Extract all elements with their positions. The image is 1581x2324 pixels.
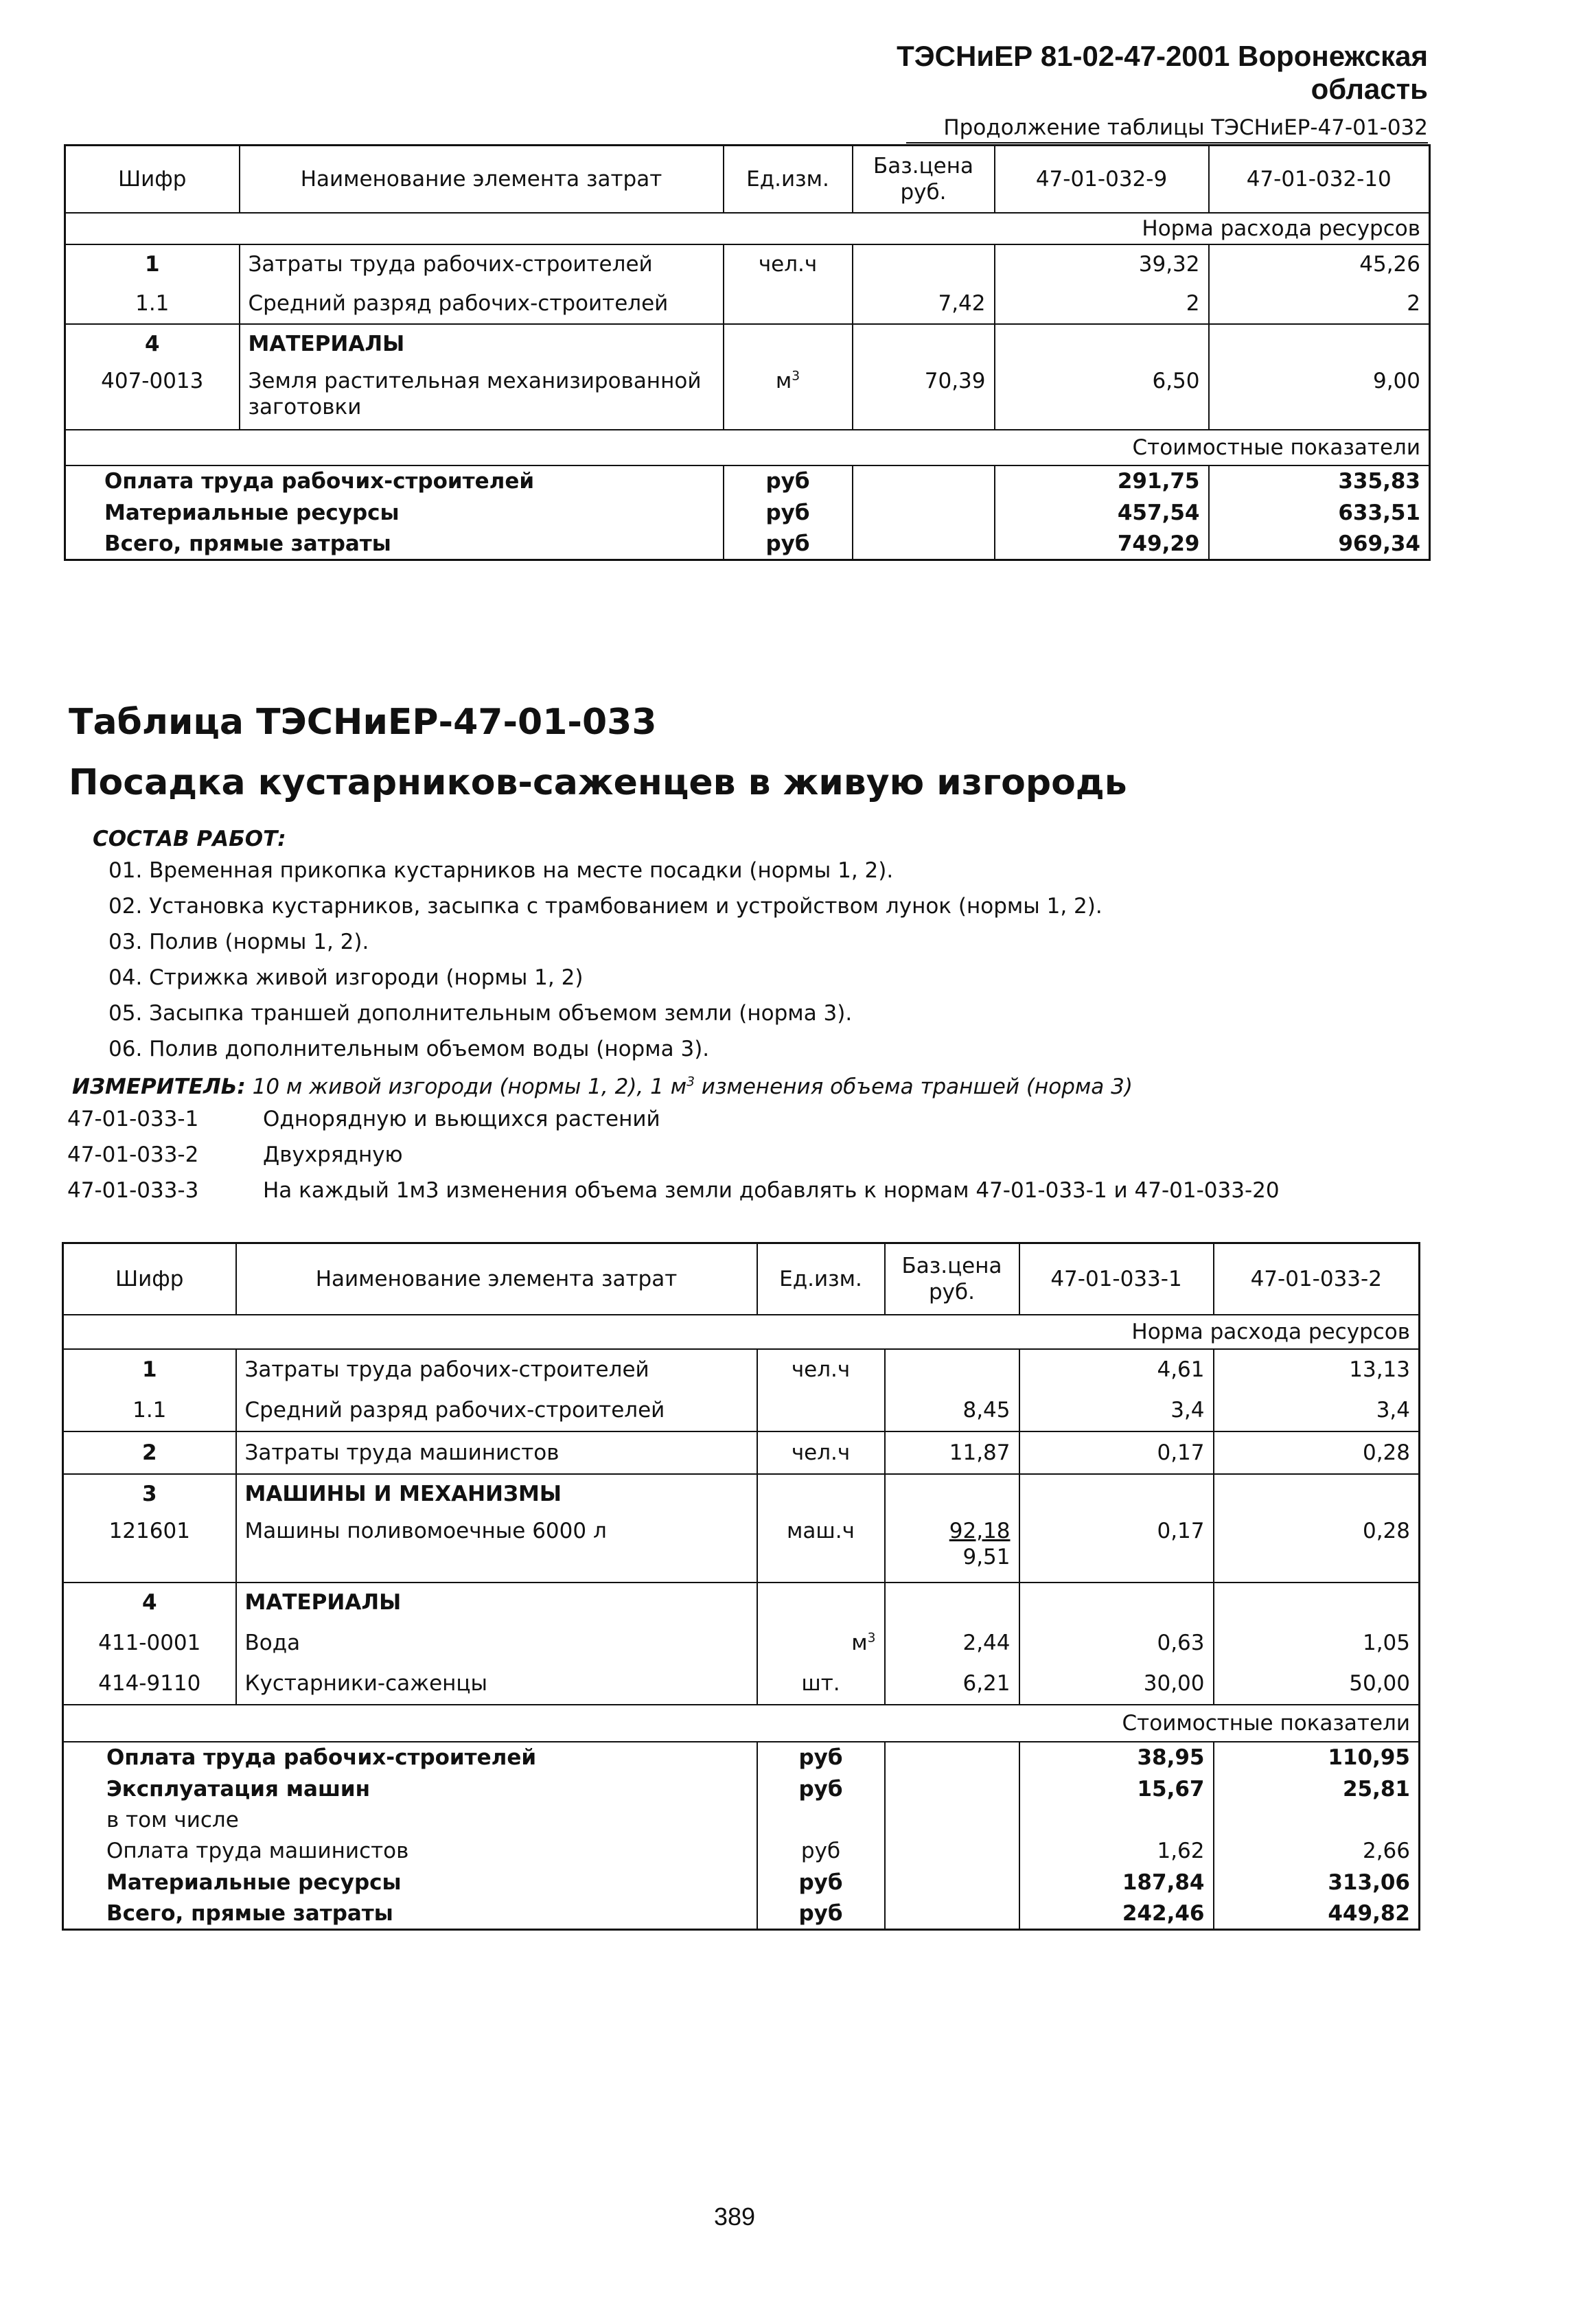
row-name: Машины поливомоечные 6000 л [236, 1514, 757, 1583]
work-item: 06. Полив дополнительным объемом воды (норма 3). [108, 1037, 710, 1061]
norm-caption: Норма расхода ресурсов [1142, 216, 1420, 241]
table-row [63, 1390, 1420, 1431]
cost-value-2: 969,34 [1209, 529, 1430, 560]
work-item: 05. Засыпка траншей дополнительным объемом земли (норма 3). [108, 1001, 853, 1026]
cost-value-1: 187,84 [1019, 1867, 1214, 1898]
row-value-1: 39,32 [995, 244, 1209, 284]
row-name: МАТЕРИАЛЫ [236, 1583, 757, 1622]
table-header-row [65, 146, 1430, 213]
row-code: 2 [141, 1440, 157, 1465]
cost-value-1: 291,75 [995, 465, 1209, 497]
cost-unit: руб [757, 1867, 885, 1898]
row-price: 92,18 9,51 [885, 1514, 1019, 1583]
header-unit: Ед.изм. [757, 1243, 885, 1315]
row-value-1: 0,63 [1019, 1622, 1214, 1664]
row-unit [724, 284, 853, 324]
row-name: Кустарники-саженцы [236, 1664, 757, 1705]
header-price: Баз.цена руб. [853, 146, 995, 213]
row-code: 411-0001 [98, 1630, 201, 1655]
table-subtitle: Посадка кустарников-саженцев в живую изгородь [69, 762, 1127, 803]
meter-label: ИЗМЕРИТЕЛЬ: [72, 1074, 246, 1099]
table-title: Таблица ТЭСНиЕР-47-01-033 [69, 702, 657, 743]
row-unit: шт. [757, 1664, 885, 1705]
row-code: 407-0013 [101, 368, 204, 393]
norm-text: На каждый 1м3 изменения объема земли добавлять к нормам 47-01-033-1 и 47-01-033-20 [263, 1178, 1280, 1203]
cost-caption: Стоимостные показатели [1132, 435, 1420, 460]
cost-unit: руб [757, 1773, 885, 1805]
row-code: 1.1 [135, 291, 170, 316]
page-number: 389 [714, 2202, 756, 2231]
row-price: 11,87 [885, 1431, 1019, 1474]
cost-value-2: 2,66 [1214, 1835, 1420, 1867]
table-row [63, 1622, 1420, 1664]
cost-unit: руб [724, 529, 853, 560]
norm-code: 47-01-033-1 [67, 1107, 199, 1131]
cost-value-1: 1,62 [1019, 1835, 1214, 1867]
row-value-1: 6,50 [995, 364, 1209, 430]
cost-value-2: 449,82 [1214, 1898, 1420, 1930]
cost-name: Оплата труда рабочих-строителей [106, 1745, 537, 1770]
cost-value-1: 242,46 [1019, 1898, 1214, 1930]
cost-name: Материальные ресурсы [104, 500, 400, 525]
table-row [65, 244, 1430, 284]
resource-table-032 [64, 144, 1431, 561]
row-code: 1 [141, 1357, 157, 1382]
row-value-2: 2 [1209, 284, 1430, 324]
cost-row [65, 465, 1430, 497]
cost-unit: руб [757, 1742, 885, 1773]
table-row [65, 324, 1430, 364]
cost-value-1: 749,29 [995, 529, 1209, 560]
cost-row [63, 1773, 1420, 1805]
row-unit: чел.ч [757, 1349, 885, 1390]
row-unit: $м^3$ [757, 1622, 885, 1664]
table-row [63, 1349, 1420, 1390]
row-value-2: 9,00 [1209, 364, 1430, 430]
cost-unit: руб [757, 1835, 885, 1867]
row-unit: $м^3$ [724, 364, 853, 430]
table-row [65, 364, 1430, 430]
norm-code: 47-01-033-2 [67, 1142, 199, 1167]
table-row [63, 1474, 1420, 1514]
row-value-1: 3,4 [1019, 1390, 1214, 1431]
norm-caption-row [63, 1315, 1420, 1349]
header-name: Наименование элемента затрат [240, 146, 724, 213]
continuation-caption: Продолжение таблицы ТЭСНиЕР-47-01-032 [906, 115, 1428, 143]
cost-name: Материальные ресурсы [106, 1869, 402, 1895]
cost-caption-row [63, 1705, 1420, 1742]
cost-value-2: 110,95 [1214, 1742, 1420, 1773]
cost-row [65, 497, 1430, 529]
norm-text: Двухрядную [263, 1142, 403, 1167]
cost-caption-row [65, 430, 1430, 465]
works-heading: СОСТАВ РАБОТ: [93, 827, 286, 851]
header-code: Шифр [65, 146, 240, 213]
row-value-1: 30,00 [1019, 1664, 1214, 1705]
row-value-1: 0,17 [1019, 1431, 1214, 1474]
header-norm-1: 47-01-033-1 [1019, 1243, 1214, 1315]
work-item: 03. Полив (нормы 1, 2). [108, 930, 369, 954]
row-price: 8,45 [885, 1390, 1019, 1431]
norm-line [67, 1142, 403, 1167]
meter-text-2: изменения объема траншей (норма 3) [701, 1074, 1133, 1099]
work-item: 01. Временная прикопка кустарников на месте посадки (нормы 1, 2). [108, 858, 894, 883]
header-code: Шифр [63, 1243, 236, 1315]
header-price: Баз.цена руб. [885, 1243, 1019, 1315]
row-value-2: 45,26 [1209, 244, 1430, 284]
cost-value-2: 25,81 [1214, 1773, 1420, 1805]
cost-value-1: 38,95 [1019, 1742, 1214, 1773]
running-header: ТЭСНиЕР 81-02-47-2001 Воронежская область [897, 40, 1428, 105]
norm-line [67, 1178, 1280, 1203]
table-row [63, 1583, 1420, 1622]
table-row [63, 1431, 1420, 1474]
row-code: 1.1 [132, 1398, 167, 1423]
header-norm-2: 47-01-033-2 [1214, 1243, 1420, 1315]
row-code: 4 [141, 1590, 157, 1615]
row-unit: чел.ч [724, 244, 853, 284]
table-row [65, 284, 1430, 324]
cost-value-2: 313,06 [1214, 1867, 1420, 1898]
row-value-1: 2 [995, 284, 1209, 324]
cost-caption: Стоимостные показатели [1122, 1710, 1410, 1736]
norm-caption-row [65, 213, 1430, 244]
row-value-1: 0,17 [1019, 1514, 1214, 1583]
row-name: Затраты труда рабочих-строителей [240, 244, 724, 284]
cost-value-2: 335,83 [1209, 465, 1430, 497]
header-norm-2: 47-01-032-10 [1209, 146, 1430, 213]
table-header-row [63, 1243, 1420, 1315]
table-row [63, 1664, 1420, 1705]
row-code: 3 [141, 1482, 157, 1506]
row-value-2: 3,4 [1214, 1390, 1420, 1431]
row-value-2: 1,05 [1214, 1622, 1420, 1664]
row-price: 7,42 [853, 284, 995, 324]
row-value-2: 50,00 [1214, 1664, 1420, 1705]
cost-row [63, 1742, 1420, 1773]
norm-text: Однорядную и вьющихся растений [263, 1107, 660, 1131]
row-name: Средний разряд рабочих-строителей [236, 1390, 757, 1431]
row-name: Вода [236, 1622, 757, 1664]
row-price [885, 1349, 1019, 1390]
row-name: МАТЕРИАЛЫ [240, 324, 724, 364]
cost-name: Всего, прямые затраты [104, 531, 391, 556]
norm-code: 47-01-033-3 [67, 1178, 199, 1203]
cost-unit: руб [724, 497, 853, 529]
cost-row [63, 1867, 1420, 1898]
cost-row [63, 1805, 1420, 1835]
row-price: 2,44 [885, 1622, 1019, 1664]
cost-name: Всего, прямые затраты [106, 1900, 393, 1926]
cost-row [63, 1898, 1420, 1930]
cost-name: в том числе [106, 1807, 239, 1832]
norm-caption: Норма расхода ресурсов [1131, 1319, 1410, 1344]
header-unit: Ед.изм. [724, 146, 853, 213]
cost-row [65, 529, 1430, 560]
row-code: 4 [144, 332, 160, 356]
row-price: 70,39 [853, 364, 995, 430]
table-row [63, 1514, 1420, 1583]
row-code: 121601 [108, 1518, 190, 1543]
row-name: Затраты труда машинистов [236, 1431, 757, 1474]
work-item: 02. Установка кустарников, засыпка с трамбованием и устройством лунок (нормы 1, 2). [108, 894, 1103, 919]
row-code: 1 [144, 252, 160, 277]
cost-name: Оплата труда машинистов [106, 1838, 409, 1863]
row-code: 414-9110 [98, 1671, 201, 1696]
work-item: 04. Стрижка живой изгороди (нормы 1, 2) [108, 965, 584, 990]
row-name: Средний разряд рабочих-строителей [240, 284, 724, 324]
row-value-1: 4,61 [1019, 1349, 1214, 1390]
cost-row [63, 1835, 1420, 1867]
row-value-2: 0,28 [1214, 1514, 1420, 1583]
row-unit: маш.ч [757, 1514, 885, 1583]
norm-line [67, 1107, 660, 1131]
header-name: Наименование элемента затрат [236, 1243, 757, 1315]
row-value-2: 13,13 [1214, 1349, 1420, 1390]
cost-value-1: 15,67 [1019, 1773, 1214, 1805]
cost-value-1: 457,54 [995, 497, 1209, 529]
cost-name: Эксплуатация машин [106, 1776, 371, 1802]
row-value-2: 0,28 [1214, 1431, 1420, 1474]
cost-value-2: 633,51 [1209, 497, 1430, 529]
row-name: МАШИНЫ И МЕХАНИЗМЫ [236, 1474, 757, 1514]
row-name: Затраты труда рабочих-строителей [236, 1349, 757, 1390]
row-price [853, 244, 995, 284]
header-norm-1: 47-01-032-9 [995, 146, 1209, 213]
row-price: 6,21 [885, 1664, 1019, 1705]
row-unit: чел.ч [757, 1431, 885, 1474]
cost-unit: руб [757, 1898, 885, 1930]
row-name: Земля растительная механизированной заготовки [240, 364, 724, 430]
cost-unit: руб [724, 465, 853, 497]
row-unit [757, 1390, 885, 1431]
meter-line: ИЗМЕРИТЕЛЬ: 10 м живой изгороди (нормы 1, 2), 1 $м^3$ изменения объема траншей (норма 3) [72, 1074, 1133, 1099]
meter-text: 10 м живой изгороди (нормы 1, 2), 1 м [252, 1074, 687, 1099]
resource-table-033 [62, 1242, 1420, 1931]
cost-name: Оплата труда рабочих-строителей [104, 469, 535, 494]
